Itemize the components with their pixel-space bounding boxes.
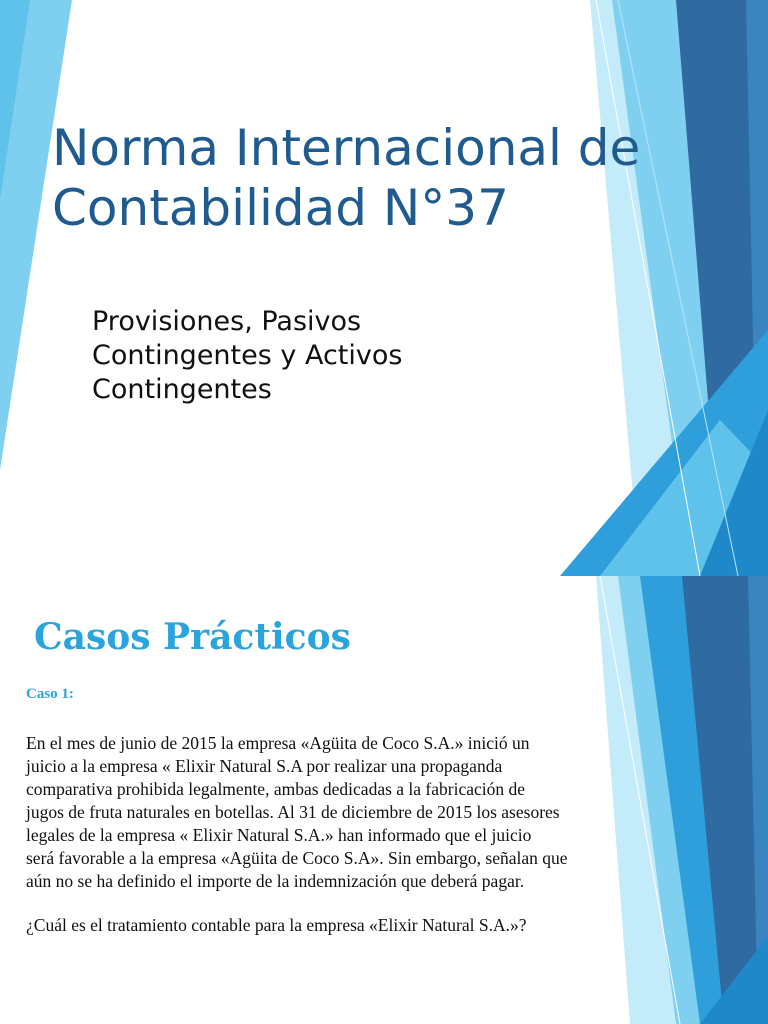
title-line-1: Norma Internacional de: [52, 119, 641, 177]
subtitle-line-3: Contingentes: [92, 374, 272, 405]
section-heading: Casos Prácticos: [34, 616, 351, 658]
case-slide: [0, 576, 768, 1024]
body-line-5: legales de la empresa « Elixir Natural S.A.» han informado que el juicio: [26, 825, 532, 845]
subtitle-line-1: Provisiones, Pasivos: [92, 306, 362, 337]
case-label: Caso 1:: [26, 686, 74, 702]
subtitle-line-2: Contingentes y Activos: [92, 340, 403, 371]
title-line-2: Contabilidad N°37: [52, 179, 509, 237]
slide-subtitle: [92, 305, 612, 407]
slide-title: [52, 118, 692, 238]
body-line-3: comparativa prohibida legalmente, ambas dedicadas a la fabricación de: [26, 779, 526, 799]
body-line-7: aún no se ha definido el importe de la indemnización que deberá pagar.: [26, 871, 525, 891]
case-question: ¿Cuál es el tratamiento contable para la empresa «Elixir Natural S.A.»?: [26, 915, 527, 935]
body-line-4: jugos de fruta naturales en botellas. Al 31 de diciembre de 2015 los asesores: [26, 802, 560, 822]
body-line-1: En el mes de junio de 2015 la empresa «Agüita de Coco S.A.» inició un: [26, 733, 530, 753]
body-line-2: juicio a la empresa « Elixir Natural S.A por realizar una propaganda: [26, 756, 503, 776]
case-body: [26, 732, 648, 893]
body-line-6: será favorable a la empresa «Agüita de Coco S.A». Sin embargo, señalan que: [26, 848, 568, 868]
